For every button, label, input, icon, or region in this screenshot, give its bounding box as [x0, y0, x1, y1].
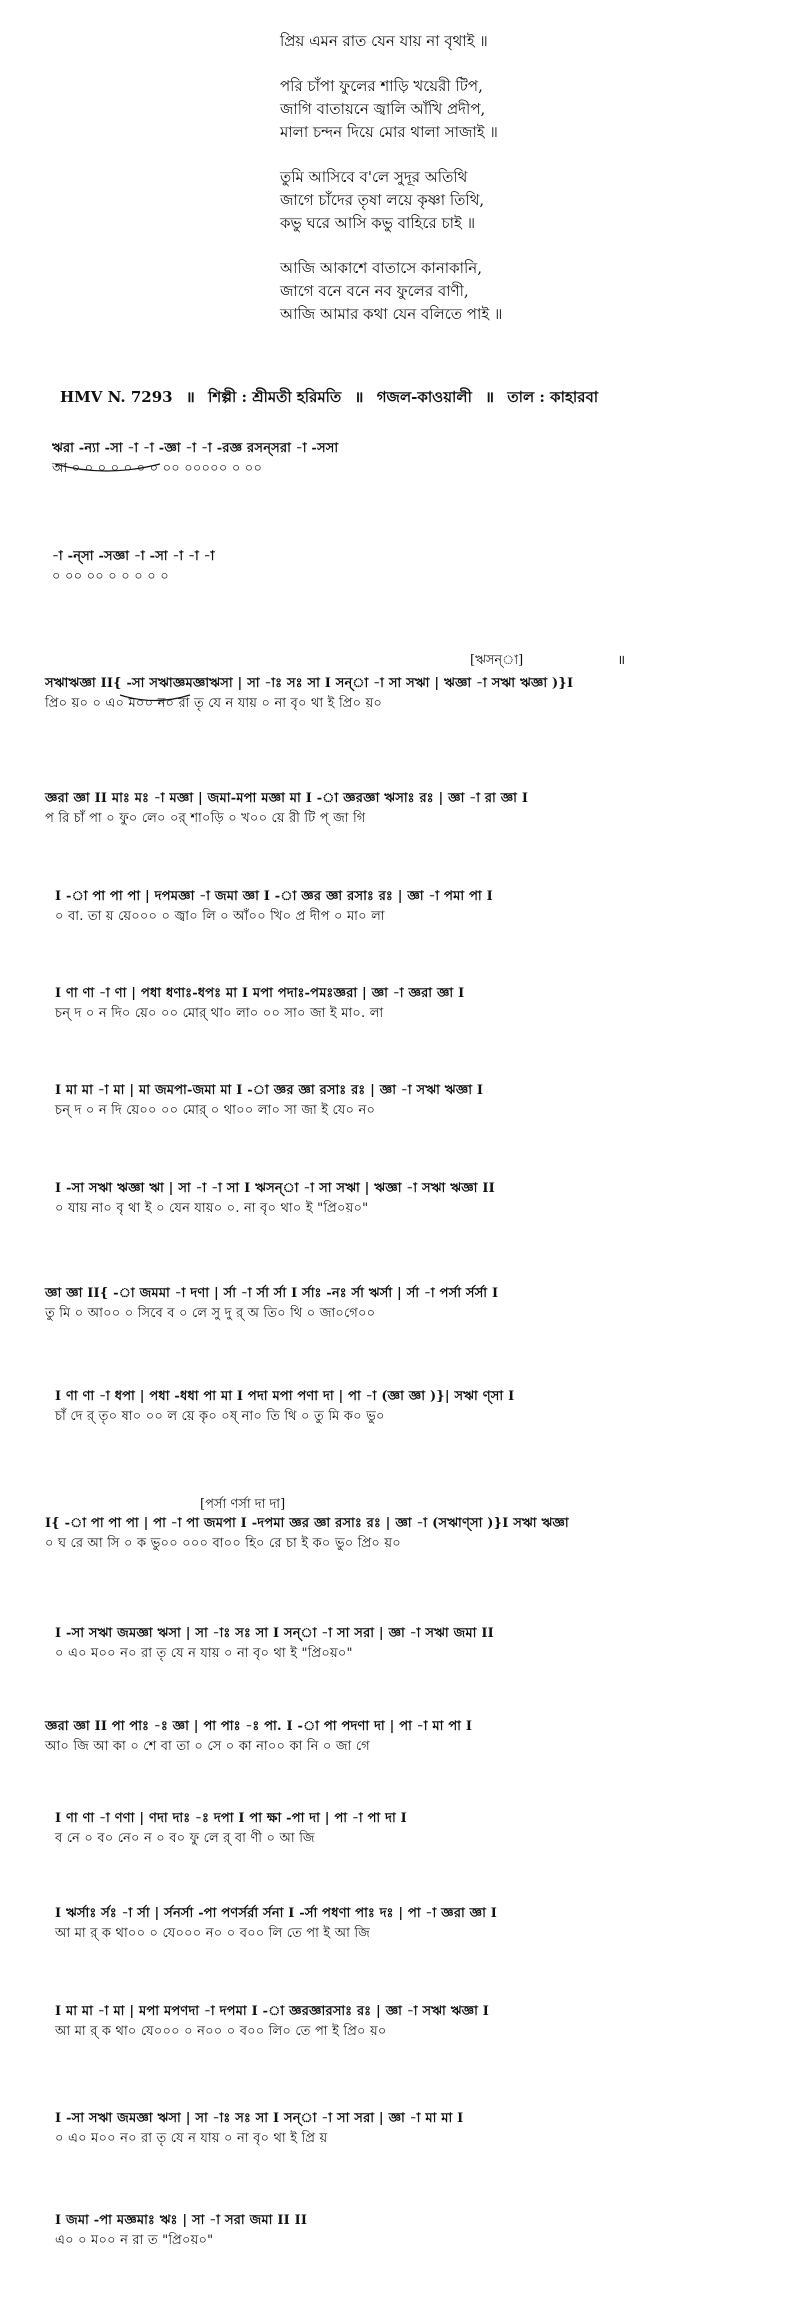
- swaralipi-line: I -সা সঋা জমজ্ঞা ঋসা | সা -াঃ সঃ সা I সন্‌া -া সা সরা | জ্ঞা -া মা মা I: [55, 2111, 464, 2126]
- syllable-line: চন্ দ ০ ন দি য়ে০০ ০০ মোর্ ০ থা০০ লা০ সা জা ই যে০ ন০: [55, 1103, 376, 1118]
- lyric-line: জাগে চাঁদের তৃষা লয়ে কৃষ্ণা তিথি,: [280, 191, 485, 209]
- header-separator: ॥: [485, 388, 495, 406]
- header-separator: ॥: [185, 388, 195, 406]
- syllable-line: ০ এ০ ম০০ ন০ রা তৃ যে ন যায় ০ না বৃ০ থা ই প্রি য়: [55, 2131, 328, 2146]
- lyric-line: আজি আমার কথা যেন বলিতে পাই ॥: [280, 305, 503, 323]
- notation-row: [55, 2212, 307, 2250]
- syllable-line: চাঁ দে র্ তৃ০ ষা০ ০০ ল য়ে কৃ০ ০ষ্ না০ তি থি ০ তু মি ক০ ভু০: [55, 1409, 385, 1424]
- notation-row: [55, 888, 493, 926]
- syllable-line: প্রি০ য়০ ০ এ০ ম০০ ন০ রা তৃ যে ন যায় ০ না বৃ০ থা ই প্রি০ য়০: [45, 696, 383, 711]
- swaralipi-line: I -সা সঋা জমজ্ঞা ঋসা | সা -াঃ সঃ সা I সন্‌া -া সা সরা | জ্ঞা -া সঋা জমা II: [55, 1626, 494, 1641]
- tala: তাল : কাহারবা: [507, 388, 599, 406]
- syllable-line: ০ যায় না০ বৃ থা ই ০ যেন যায়০ ০. না বৃ০ থা০ ই "প্রি০য়০": [55, 1201, 369, 1216]
- notation-row: [55, 985, 464, 1023]
- notation-row: [45, 675, 573, 713]
- swaralipi-line: জ্ঞরা জ্ঞা II পা পাঃ -ঃ জ্ঞা | পা পাঃ -ঃ পা. I -া পা পদণা দা | পা -া মা পা I: [45, 1719, 473, 1734]
- lyric-line: প্রিয় এমন রাত যেন যায় না বৃথাই ॥: [280, 32, 488, 50]
- lyric-line: পরি চাঁপা ফুলের শাড়ি খয়েরী টিপ,: [280, 77, 483, 95]
- notation-row: [55, 2003, 489, 2041]
- artist-name: শিল্পী : শ্রীমতী হরিমতি: [208, 388, 342, 406]
- record-number: HMV N. 7293: [60, 388, 173, 406]
- syllable-line: তু মি ০ আ০০ ০ সিবে ব ০ লে সু দু র্ অ তি০ থি ০ জা০গে০০: [45, 1306, 376, 1321]
- syllable-line: ০ ০০ ০০ ০ ০ ০ ০ ০: [52, 569, 169, 584]
- notation-row: [52, 548, 215, 586]
- syllable-line: আ মা র্ ক থা০০ ০ যে০০০ ন০ ০ ব০০ লি তে পা ই আ জি: [55, 1926, 370, 1941]
- syllable-line: ০ বা. তা য় য়ে০০০ ০ জ্বা০ লি ০ আঁ০০ খি০ প্র দীপ ০ মা০ লা: [55, 909, 385, 924]
- syllable-line: আ০ জি আ কা ০ শে বা তা ০ সে ০ কা না০০ কা নি ০ জা গে: [45, 1739, 370, 1754]
- genre: গজল-কাওয়ালী: [376, 388, 472, 406]
- swaralipi-line: -া -ন্‌সা -সজ্ঞা -া -সা -া -া -া: [52, 549, 215, 564]
- notation-row: [55, 1625, 494, 1663]
- swaralipi-line: ঋরা -ন্যা -সা -া -া -জ্ঞা -া -া -রজ্ঞ রসন্‌সরা -া -সসা: [52, 441, 339, 456]
- syllable-line: আ ০ ০ ০ ০ ০ ০ ০ ০০ ০০০০০ ০ ০০: [52, 461, 263, 476]
- bracket-annotation-text: [ঋসন্‌া]: [470, 653, 524, 668]
- lyric-line: জাগে বনে বনে নব ফুলের বাণী,: [280, 282, 469, 300]
- swaralipi-line: I মা মা -া মা | মপা মপণদা -া দপমা I -া জ্ঞরজ্ঞারসাঃ রঃ | জ্ঞা -া সঋা ঋজ্ঞা I: [55, 2004, 490, 2019]
- bracket-annotation-text: [পর্সা ণর্সা দা দা]: [200, 1497, 286, 1512]
- swaralipi-line: I ণা ণা -া ধপা | পধা -ধধা পা মা I পদা মপা পণা দা | পা -া (জ্ঞা জ্ঞা )}| সঋা ণ্‌সা I: [55, 1389, 515, 1404]
- swaralipi-line: I{ -া পা পা পা | পা -া পা জমপা I -দপমা জ্ঞর জ্ঞা রসাঃ রঃ | জ্ঞা -া (সঋাণ্‌সা )}I সঋা ঋজ্ঞা: [45, 1516, 569, 1531]
- swaralipi-line: I মা মা -া মা | মা জমপা-জমা মা I -া জ্ঞর জ্ঞা রসাঃ রঃ | জ্ঞা -া সঋা ঋজ্ঞা I: [55, 1083, 484, 1098]
- notation-row: [55, 1180, 495, 1218]
- syllable-line: ব নে ০ ব০ নে০ ন ০ ব০ ফু লে র্ বা ণী ০ আ জি: [55, 1831, 315, 1846]
- swaralipi-line: I ঋর্সাঃ র্সঃ -া র্সা | র্সনর্সা -পা পণর্সর্রা র্সনা I -র্সা পধণা পাঃ দঃ | পা -া জ্ঞরা জ্ঞা I: [55, 1906, 498, 1921]
- notation-row: [45, 1718, 472, 1756]
- swaralipi-line: জ্ঞরা জ্ঞা II মাঃ মঃ -া মজ্ঞা | জমা-মপা মজ্ঞা মা I -া জ্ঞরজ্ঞা ঋসাঃ রঃ | জ্ঞা -া রা জ্ঞা I: [45, 791, 529, 806]
- syllable-line: এ০ ০ ম০০ ন রা ত "প্রি০য়০": [55, 2233, 214, 2248]
- bracket-annotation-mark: ॥: [617, 653, 626, 668]
- notation-row: [55, 1082, 483, 1120]
- notation-row: [55, 1810, 407, 1848]
- lyric-line: কভু ঘরে আসি কভু বাহিরে চাই ॥: [280, 214, 476, 232]
- lyric-line: আজি আকাশে বাতাসে কানাকানি,: [280, 259, 482, 277]
- lyric-line: জাগি বাতায়নে জ্বালি আঁখি প্রদীপ,: [280, 100, 486, 118]
- swaralipi-line: I ণা ণা -া ণণা | ণদা দাঃ -ঃ দপা I পা ক্ষা -পা দা | পা -া পা দা I: [55, 1811, 407, 1826]
- notation-row: [55, 1905, 497, 1943]
- syllable-line: ০ এ০ ম০০ ন০ রা তৃ যে ন যায় ০ না বৃ০ থা ই "প্রি০য়০": [55, 1646, 353, 1661]
- notation-row: [55, 1388, 514, 1426]
- notation-row: [45, 1285, 498, 1323]
- syllable-line: প রি চাঁ পা ০ ফু০ লে০ ০র্ শা০ড়ি ০ খ০০ য়ে রী টি প্ জা গি: [45, 811, 366, 826]
- syllable-line: ০ ঘ রে আ সি ০ ক ভু০০ ০০০ বা০০ হি০ রে চা ই ক০ ভু০ প্রি০ য়০: [45, 1536, 401, 1551]
- swaralipi-line: I জমা -পা মজ্ঞমাঃ ঋঃ | সা -া সরা জমা II II: [55, 2213, 308, 2228]
- lyric-line: তুমি আসিবে ব'লে সুদূর অতিথি: [280, 168, 468, 186]
- swaralipi-line: জ্ঞা জ্ঞা II{ -া জমমা -া দণা | র্সা -া র্সা র্সা I র্সাঃ -নঃ র্সা ঋর্সা | র্সা -া পর্সা র্সর্সা I: [45, 1286, 499, 1301]
- swaralipi-line: I ণা ণা -া ণা | পধা ধণাঃ-ধপঃ মা I মপা পদাঃ-পমঃজ্ঞরা | জ্ঞা -া জ্ঞরা জ্ঞা I: [55, 986, 465, 1001]
- syllable-line: আ মা র্ ক থা০ যে০০০ ০ ন০০ ০ ব০০ লি০ তে পা ই প্রি০ য়০: [55, 2024, 387, 2039]
- swaralipi-line: I -সা সঋা ঋজ্ঞা ঋা | সা -া -া সা I ঋসন্‌া -া সা সঋা | ঋজ্ঞা -া সঋা ঋজ্ঞা II: [55, 1181, 495, 1196]
- notation-row: [55, 2110, 463, 2148]
- header-separator: ॥: [354, 388, 364, 406]
- lyric-line: মালা চন্দন দিয়ে মোর থালা সাজাই ॥: [280, 123, 498, 141]
- swaralipi-line: সঋাঋজ্ঞা II{ -সা সঋাজ্ঞমজ্ঞাঋসা | সা -াঃ সঃ সা I সন্‌া -া সা সঋা | ঋজ্ঞা -া সঋা ঋজ্ঞা )}I: [45, 676, 574, 691]
- swaralipi-line: I -া পা পা পা | দপমজ্ঞা -া জমা জ্ঞা I -া জ্ঞর জ্ঞা রসাঃ রঃ | জ্ঞা -া পমা পা I: [55, 889, 493, 904]
- notation-row: [45, 790, 528, 828]
- notation-row: [52, 440, 338, 478]
- notation-row: [45, 1515, 569, 1553]
- syllable-line: চন্ দ ০ ন দি০ য়ে০ ০০ মোর্ থা০ লা০ ০০ সা০ জা ই মা০. লা: [55, 1006, 384, 1021]
